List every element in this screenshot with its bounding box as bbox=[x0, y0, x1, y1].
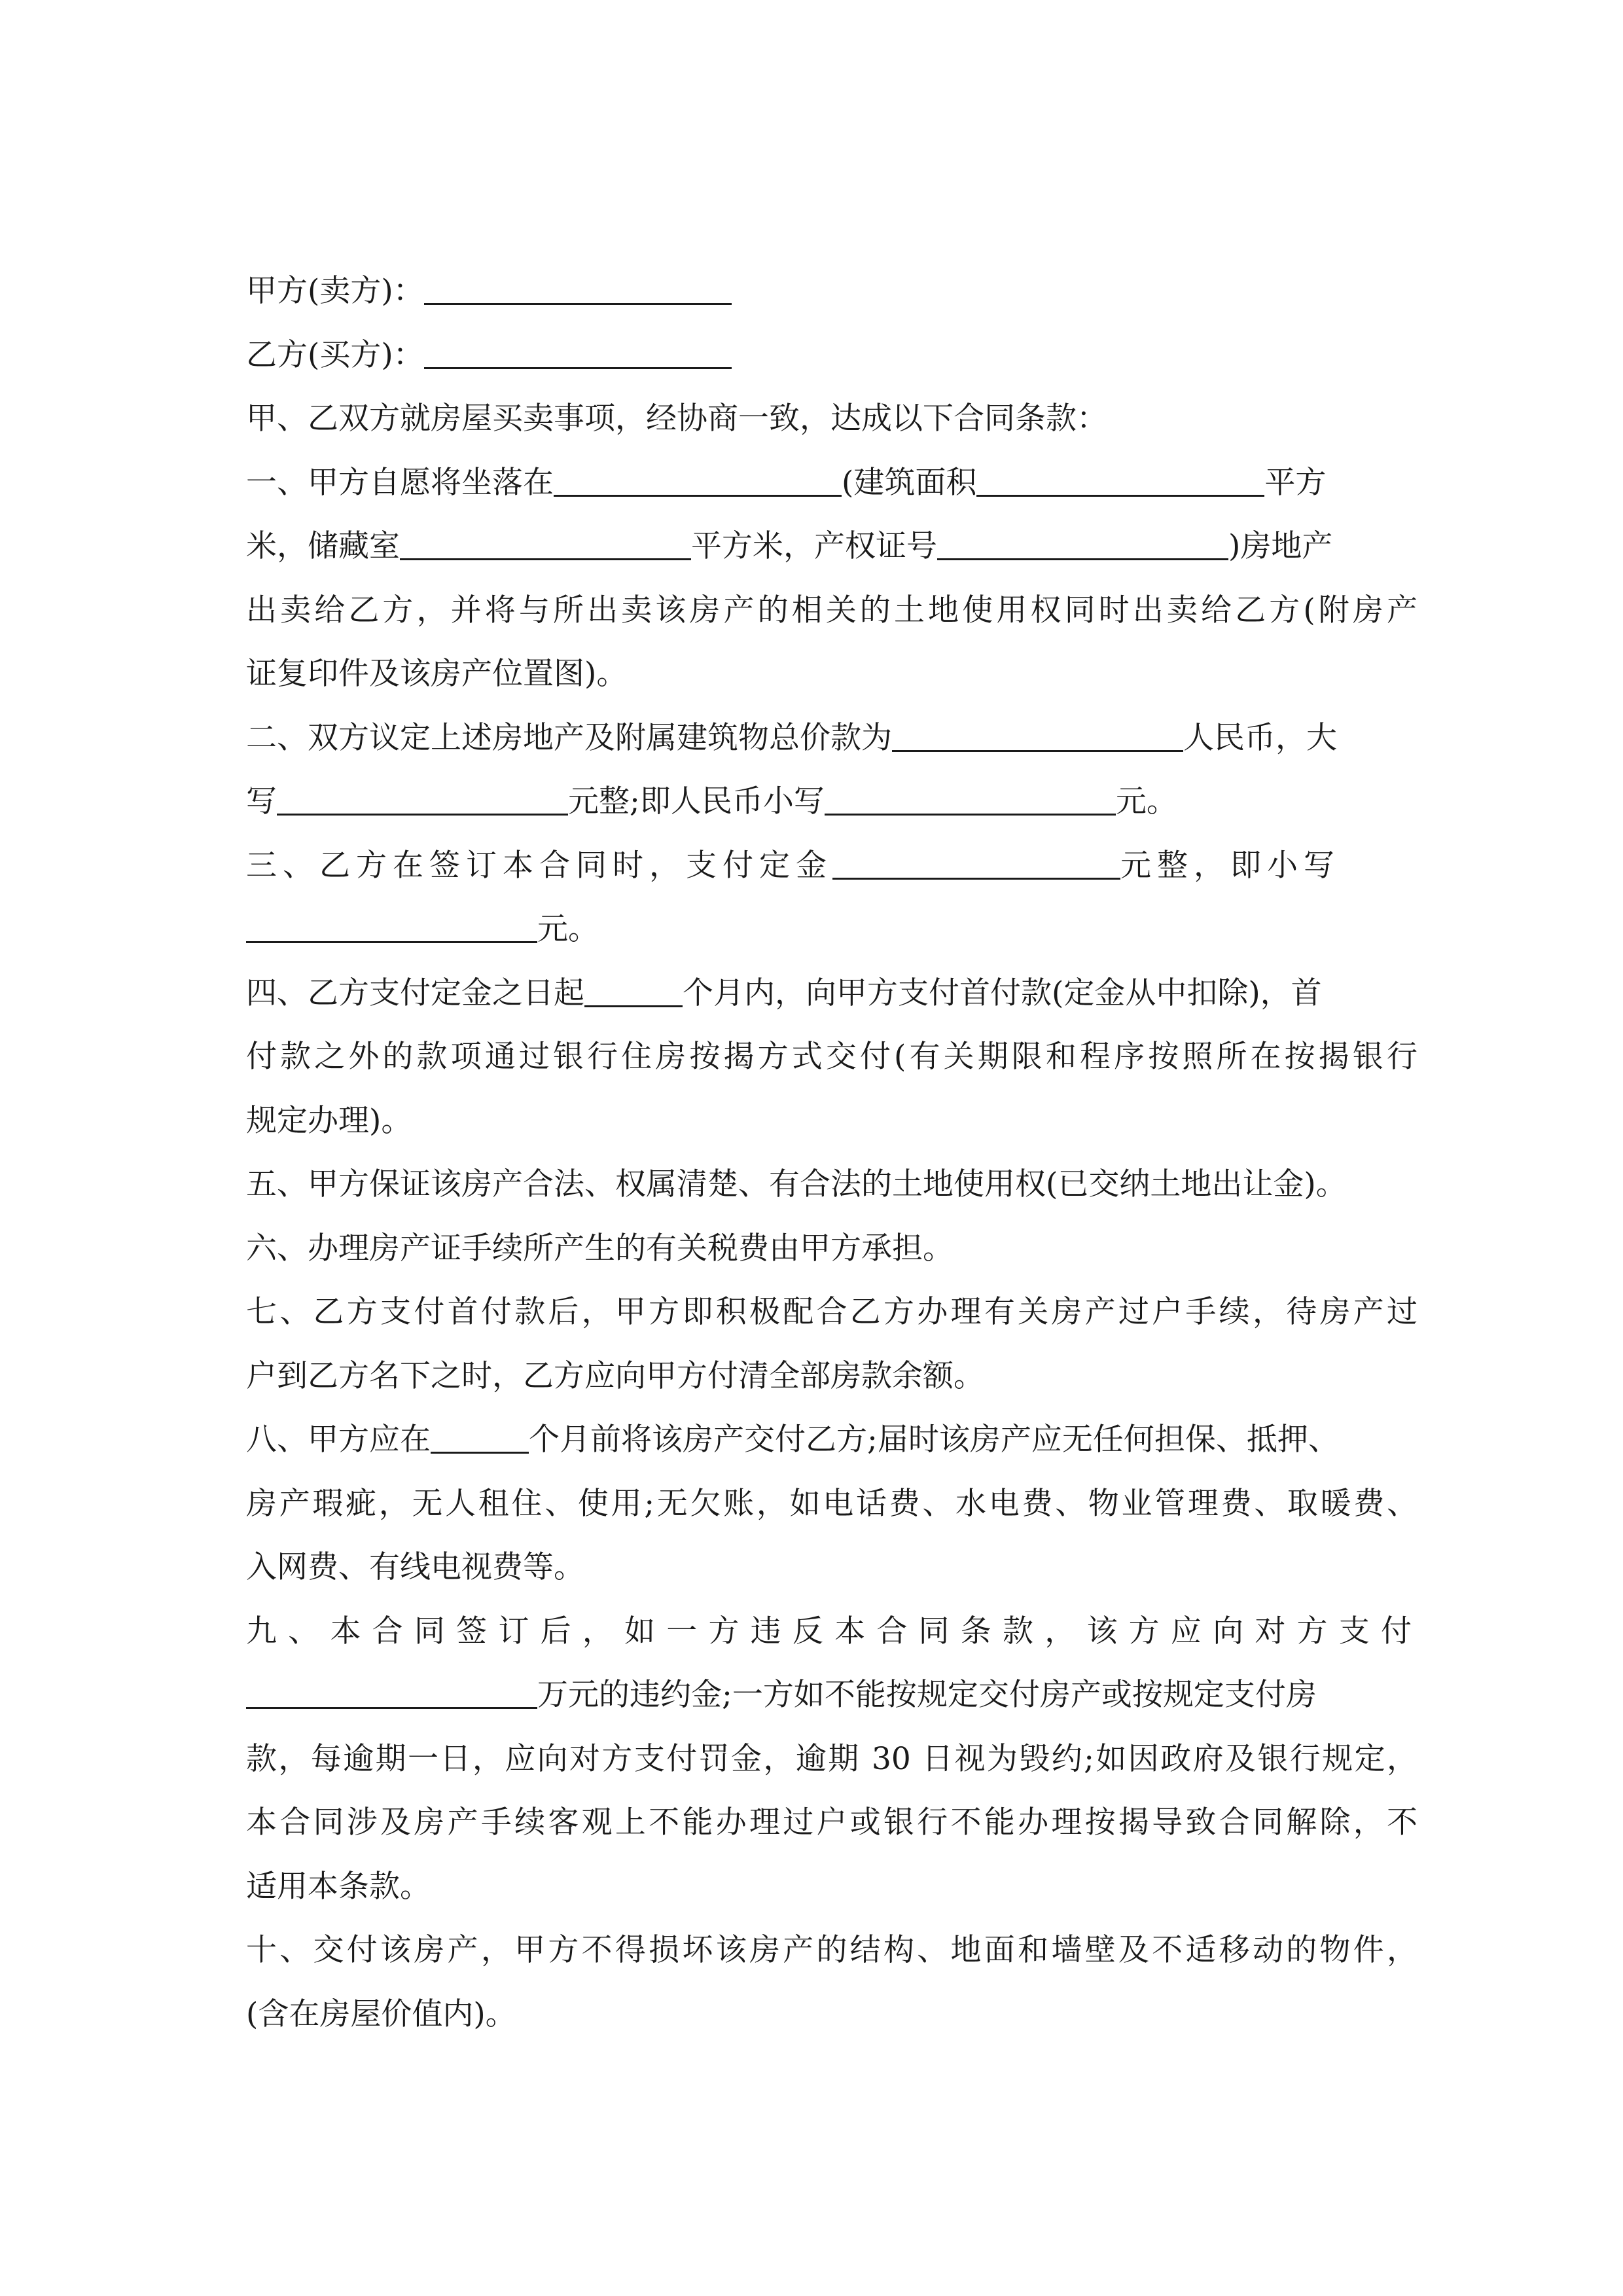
clause-text: 元。 bbox=[1115, 783, 1177, 819]
seller-label: 甲方(卖方)： bbox=[246, 273, 424, 309]
clause-text: 元整;即人民币小写 bbox=[568, 783, 825, 819]
clause-7-line-1: 七、乙方支付首付款后，甲方即积极配合乙方办理有关房产过户手续，待房产过 bbox=[246, 1294, 1418, 1330]
clause-2-line-2 bbox=[246, 770, 1418, 834]
clause-4-line-1 bbox=[246, 961, 1418, 1026]
clause-text: 平方米，产权证号 bbox=[691, 528, 937, 564]
clause-text: 个月内，向甲方支付首付款(定金从中扣除)，首 bbox=[683, 975, 1322, 1011]
price-words-blank[interactable] bbox=[277, 780, 568, 816]
penalty-blank[interactable] bbox=[246, 1673, 537, 1709]
clause-8-line-3: 入网费、有线电视费等。 bbox=[246, 1549, 584, 1585]
total-price-blank[interactable] bbox=[892, 716, 1183, 752]
clause-text: 元。 bbox=[537, 911, 599, 947]
clause-text: 二、双方议定上述房地产及附属建筑物总价款为 bbox=[246, 719, 892, 756]
clause-text: 人民币，大 bbox=[1183, 719, 1337, 756]
clause-10-line-2: (含在房屋价值内)。 bbox=[246, 1996, 516, 2032]
clause-10-line-1: 十、交付该房产，甲方不得损坏该房产的结构、地面和墙壁及不适移动的物件， bbox=[246, 1932, 1418, 1968]
clause-3-line-2 bbox=[246, 897, 1418, 961]
intro-line bbox=[246, 387, 1418, 451]
clause-9-line-2 bbox=[246, 1663, 1418, 1727]
clause-text: 万元的违约金;一方如不能按规定交付房产或按规定支付房 bbox=[537, 1677, 1317, 1713]
clause-text: (建筑面积 bbox=[842, 464, 977, 501]
clause-3-line-1 bbox=[246, 834, 1418, 898]
clause-text: 个月前将该房产交付乙方;届时该房产应无任何担保、抵押、 bbox=[529, 1422, 1339, 1458]
clause-7-line-2: 户到乙方名下之时，乙方应向甲方付清全部房款余额。 bbox=[246, 1357, 984, 1394]
buyer-label: 乙方(买方)： bbox=[246, 336, 424, 373]
location-blank[interactable] bbox=[554, 461, 842, 497]
clause-text: 四、乙方支付定金之日起 bbox=[246, 975, 584, 1011]
deposit-figures-blank[interactable] bbox=[246, 907, 537, 943]
clause-text: 米，储藏室 bbox=[246, 528, 400, 564]
intro-text: 甲、乙双方就房屋买卖事项，经协商一致，达成以下合同条款： bbox=[246, 401, 1107, 437]
clause-text: 三、乙方在签订本合同时，支付定金 bbox=[246, 847, 832, 884]
clause-8-line-1 bbox=[246, 1408, 1418, 1472]
price-figures-blank[interactable] bbox=[825, 780, 1116, 816]
contract-body bbox=[246, 259, 1418, 2046]
clause-1-line-4: 证复印件及该房产位置图)。 bbox=[246, 656, 628, 692]
clause-text: 一、甲方自愿将坐落在 bbox=[246, 464, 554, 501]
seller-line bbox=[246, 259, 1418, 323]
clause-9-line-3: 款，每逾期一日，应向对方支付罚金，逾期 30 日视为毁约;如因政府及银行规定， bbox=[246, 1740, 1418, 1777]
title-cert-blank[interactable] bbox=[937, 524, 1228, 560]
clause-8-line-2: 房产瑕疵，无人租住、使用;无欠账，如电话费、水电费、物业管理费、取暖费、 bbox=[246, 1485, 1418, 1522]
deposit-blank[interactable] bbox=[832, 844, 1120, 880]
clause-text: )房地产 bbox=[1228, 528, 1333, 564]
buyer-line bbox=[246, 323, 1418, 387]
seller-blank[interactable] bbox=[424, 269, 732, 305]
clause-9-line-5: 适用本条款。 bbox=[246, 1868, 431, 1905]
buyer-blank[interactable] bbox=[424, 333, 732, 369]
building-area-blank[interactable] bbox=[976, 461, 1264, 497]
clause-5-line: 五、甲方保证该房产合法、权属清楚、有合法的土地使用权(已交纳土地出让金)。 bbox=[246, 1166, 1347, 1202]
clause-1-line-1 bbox=[246, 451, 1418, 515]
delivery-months-blank[interactable] bbox=[431, 1418, 529, 1454]
clause-1-line-2 bbox=[246, 514, 1418, 579]
clause-2-line-1 bbox=[246, 706, 1418, 770]
clause-text: 八、甲方应在 bbox=[246, 1422, 431, 1458]
clause-text: 元整，即小写 bbox=[1120, 847, 1340, 884]
clause-text: 写 bbox=[246, 783, 277, 819]
months-blank[interactable] bbox=[584, 971, 683, 1007]
clause-9-line-4: 本合同涉及房产手续客观上不能办理过户或银行不能办理按揭导致合同解除，不 bbox=[246, 1804, 1418, 1840]
storage-area-blank[interactable] bbox=[400, 524, 691, 560]
clause-4-line-3: 规定办理)。 bbox=[246, 1102, 412, 1139]
clause-4-line-2: 付款之外的款项通过银行住房按揭方式交付(有关期限和程序按照所在按揭银行 bbox=[246, 1039, 1418, 1075]
clause-text: 平方 bbox=[1264, 464, 1327, 501]
clause-9-line-1: 九、本合同签订后，如一方违反本合同条款，该方应向对方支付 bbox=[246, 1613, 1418, 1649]
clause-1-line-3: 出卖给乙方，并将与所出卖该房产的相关的土地使用权同时出卖给乙方(附房产 bbox=[246, 592, 1418, 628]
clause-6-line: 六、办理房产证手续所产生的有关税费由甲方承担。 bbox=[246, 1230, 954, 1266]
